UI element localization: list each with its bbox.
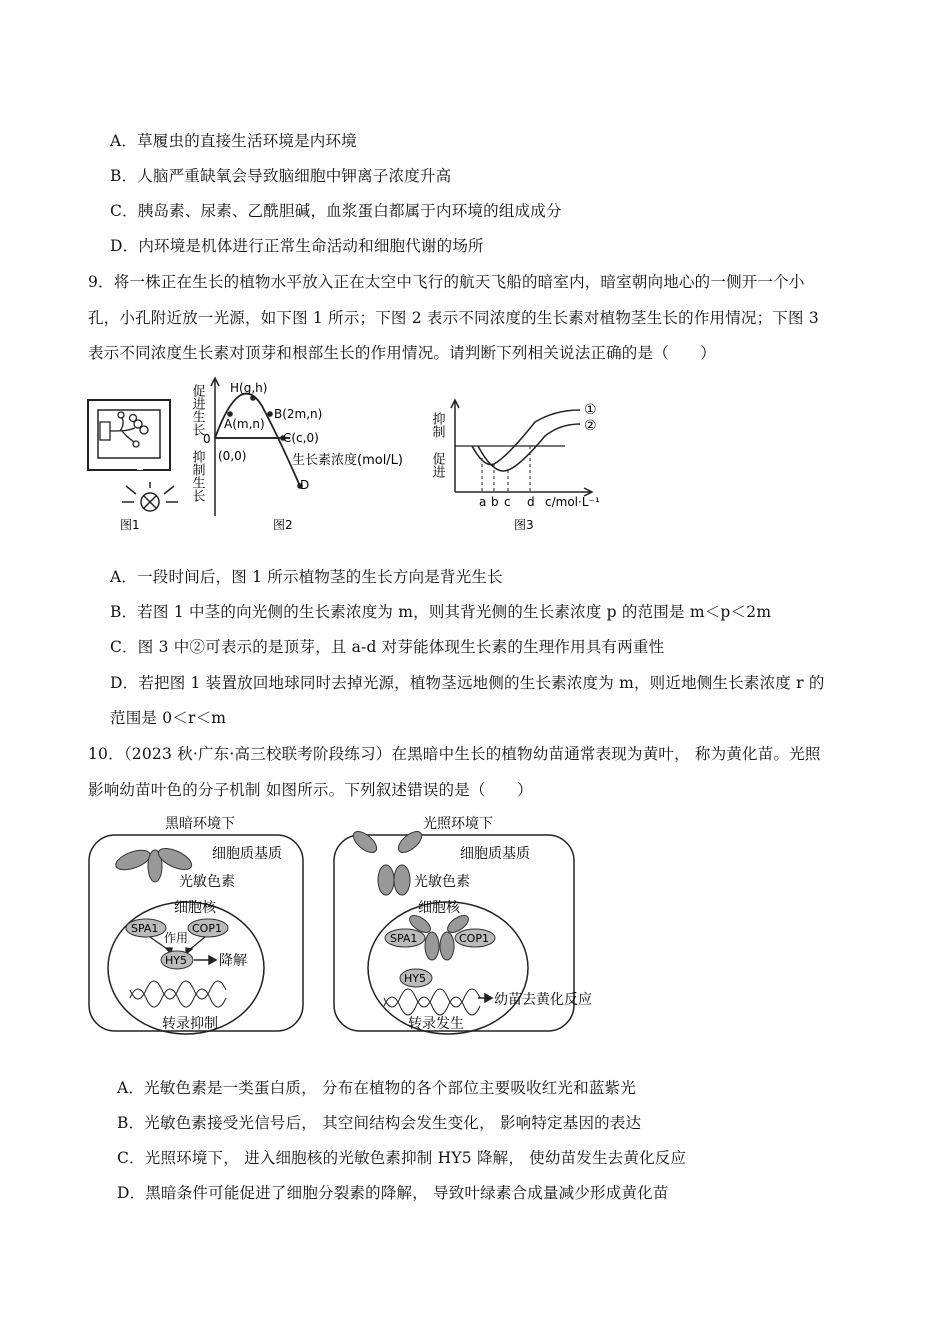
- left-cytoplasm-label: 细胞质基质: [212, 846, 282, 862]
- fig3-y-up-label: 抑制: [429, 412, 445, 438]
- left-hy5-label: HY5: [165, 954, 187, 967]
- fig2-x-label: 生长素浓度(mol/L): [292, 453, 403, 468]
- fig2-caption: 图2: [273, 518, 293, 532]
- fig2-origin: (0,0): [218, 449, 247, 463]
- right-response-arrow: [478, 994, 492, 1002]
- q10-option-d: D．黑暗条件可能促进了细胞分裂素的降解， 导致叶绿素合成量减少形成黄化苗: [117, 1184, 669, 1202]
- fig3-tick-b: b: [491, 495, 499, 509]
- q9-option-d-line2: 范围是 0＜r＜m: [110, 709, 227, 727]
- right-response-label: 幼苗去黄化反应: [494, 992, 592, 1008]
- q9-stem-line2: 孔，小孔附近放一光源，如下图 1 所示；下图 2 表示不同浓度的生长素对植物茎生长的作用情况；下图 3: [88, 309, 819, 327]
- fig3-caption: 图3: [514, 518, 534, 532]
- left-cop1-label: COP1: [192, 922, 222, 935]
- q9-option-a: A．一段时间后，图 1 所示植物茎的生长方向是背光生长: [110, 568, 503, 586]
- right-nucleus-label: 细胞核: [418, 900, 460, 916]
- plant-icon: [100, 412, 148, 447]
- q10-option-a: A．光敏色素是一类蛋白质， 分布在植物的各个部位主要吸收红光和蓝紫光: [117, 1079, 636, 1097]
- fig3-tick-c: c: [504, 495, 511, 509]
- left-phytochrome-label: 光敏色素: [179, 874, 235, 890]
- q10-stem-line2: 影响幼苗叶色的分子机制 如图所示。下列叙述错误的是（ ）: [88, 781, 533, 799]
- fig2-point-h: [250, 395, 256, 401]
- q10-option-c: C．光照环境下， 进入细胞核的光敏色素抑制 HY5 降解， 使幼苗发生去黄化反应: [117, 1149, 687, 1167]
- left-action-label: 作用: [164, 931, 189, 945]
- left-spa1-label: SPA1: [131, 922, 159, 935]
- right-spa1-label: SPA1: [390, 932, 418, 945]
- q9-figures: [0, 376, 950, 536]
- q9-stem-line1: 9．将一株正在生长的植物水平放入正在太空中飞行的航天飞船的暗室内，暗室朝向地心的一侧开一个小: [88, 273, 805, 291]
- q8-option-d: D．内环境是机体进行正常生命活动和细胞代谢的场所: [110, 237, 484, 255]
- fig2-point-b: [267, 411, 273, 417]
- q8-option-b: B．人脑严重缺氧会导致脑细胞中钾离子浓度升高: [110, 167, 452, 185]
- left-degrade-arrow: [194, 956, 216, 964]
- fig2-y-down-label: 抑制生长: [189, 450, 205, 502]
- right-cytoplasm-label: 细胞质基质: [460, 846, 530, 862]
- left-nucleus-label: 细胞核: [174, 900, 216, 916]
- left-bottom-label: 转录抑制: [162, 1016, 218, 1032]
- q9-option-c: C．图 3 中②可表示的是顶芽，且 a-d 对芽能体现生长素的生理作用具有两重性: [110, 638, 665, 656]
- q10-stem-line1: 10．（2023 秋·广东·高三校联考阶段练习）在黑暗中生长的植物幼苗通常表现为黄叶， 称为黄化苗。光照: [88, 745, 821, 763]
- left-panel-title: 黑暗环境下: [165, 816, 235, 832]
- q10-diagram: [0, 808, 950, 1038]
- fig2-label-a: A(m,n): [224, 417, 265, 431]
- fig2-y-up-label: 促进生长: [189, 384, 205, 436]
- fig2-label-h: H(g,h): [230, 381, 268, 395]
- q9-stem-line3: 表示不同浓度生长素对顶芽和根部生长的作用情况。请判断下列相关说法正确的是（ ）: [88, 344, 717, 362]
- right-phytochrome-label: 光敏色素: [414, 874, 470, 890]
- right-cop1-label: COP1: [459, 932, 489, 945]
- fig2-label-c: C(c,0): [283, 431, 319, 445]
- fig2-label-b: B(2m,n): [274, 407, 323, 421]
- fig3-tick-a: a: [479, 495, 487, 509]
- q9-option-d-line1: D．若把图 1 装置放回地球同时去掉光源，植物茎远地侧的生长素浓度为 m，则近地侧生长素浓度 r 的: [110, 674, 825, 692]
- q10-option-b: B．光敏色素接受光信号后， 其空间结构会发生变化， 影响特定基因的表达: [117, 1114, 642, 1132]
- fig3-tick-d: d: [527, 495, 535, 509]
- right-bottom-label: 转录发生: [408, 1016, 464, 1032]
- q8-option-c: C．胰岛素、尿素、乙酰胆碱，血浆蛋白都属于内环境的组成成分: [110, 202, 562, 220]
- right-hy5-label: HY5: [404, 972, 426, 985]
- fig3-axes: [451, 400, 592, 496]
- q8-option-a: A．草履虫的直接生活环境是内环境: [110, 132, 357, 150]
- light-source-icon: [122, 482, 178, 511]
- fig1-caption: 图1: [120, 518, 140, 532]
- fig3-curve1-label: ①: [584, 402, 597, 418]
- right-panel-title: 光照环境下: [423, 816, 493, 832]
- q9-option-b: B．若图 1 中茎的向光侧的生长素浓度为 m，则其背光侧的生长素浓度 p 的范围是 m＜p＜2m: [110, 603, 772, 621]
- right-nucleus: [368, 902, 528, 1034]
- fig2-point-a: [227, 411, 233, 417]
- fig2-label-d: D: [300, 478, 310, 492]
- left-dna-icon: [130, 981, 226, 1007]
- left-degrade-label: 降解: [219, 953, 247, 969]
- fig3-x-label: c/mol·L⁻¹: [545, 495, 600, 509]
- right-dna-icon: [384, 989, 480, 1015]
- fig3-curve2-label: ②: [584, 418, 597, 434]
- fig3-tick-guides: [482, 446, 530, 492]
- fig2-zero: 0: [203, 432, 211, 446]
- fig3-y-down-label: 促进: [429, 452, 445, 478]
